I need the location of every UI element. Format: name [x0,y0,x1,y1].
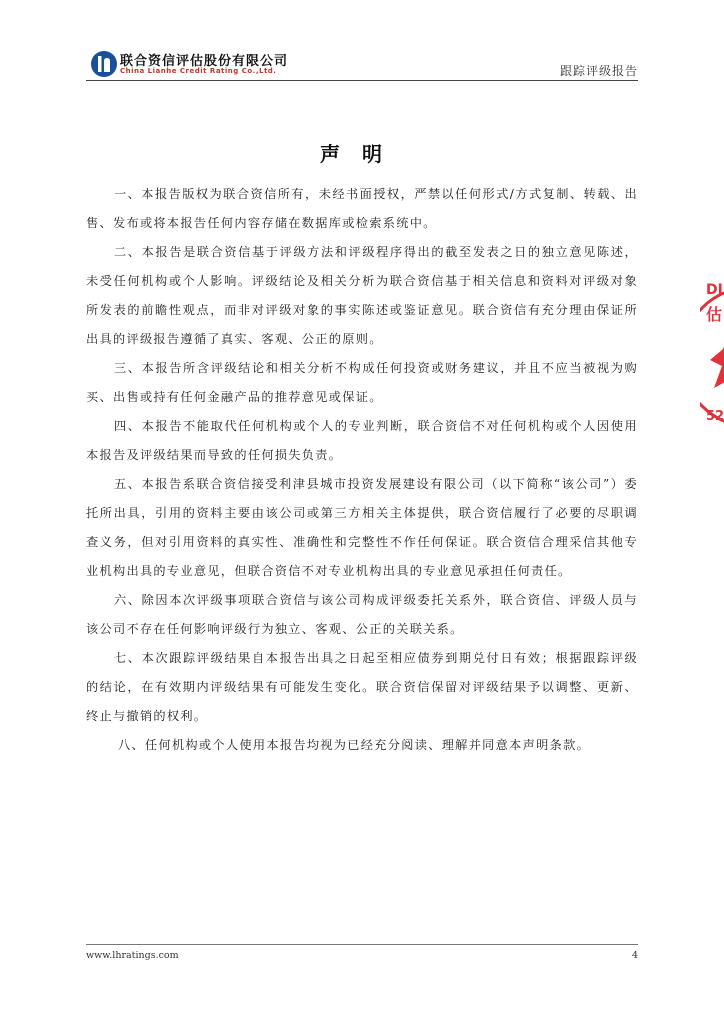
lianhe-logo-icon [90,50,118,78]
declaration-item-1: 一、本报告版权为联合资信所有，未经书面授权，严禁以任何形式/方式复制、转载、出售、发布或将本报告任何内容存储在数据库或检索系统中。 [86,187,638,230]
declaration-body [86,180,638,760]
declaration-item-7: 七、本次跟踪评级结果自本报告出具之日起至相应债券到期兑付日有效；根据跟踪评级的结论，在有效期内评级结果有可能发生变化。联合资信保留对评级结果予以调整、更新、终止与撤销的权利。 [86,651,638,723]
declaration-item-8: 八、任何机构或个人使用本报告均视为已经充分阅读、理解并同意本声明条款。 [118,738,591,752]
declaration-item-4: 四、本报告不能取代任何机构或个人的专业判断，联合资信不对任何机构或个人因使用本报告及评级结果而导致的任何损失负责。 [86,419,638,462]
footer-divider [86,944,638,945]
declaration-item-6: 六、除因本次评级事项联合资信与该公司构成评级委托关系外，联合资信、评级人员与该公司不存在任何影响评级行为独立、客观、公正的关联关系。 [86,593,638,636]
svg-text:DI: DI [706,282,723,298]
company-seal-stamp [700,262,724,452]
declaration-item-2: 二、本报告是联合资信基于评级方法和评级程序得出的截至发表之日的独立意见陈述，未受任何机构或个人影响。评级结论及相关分析为联合资信基于相关信息和资料对评级对象所发表的前瞻性观点，而非对评级对象的事实陈述或鉴证意见。联合资信有充分理由保证所出具的评级报告遵循了真实、客观、公正的原则。 [86,245,638,346]
svg-text:52: 52 [706,409,724,424]
report-type: 跟踪评级报告 [559,64,638,78]
page-title: 声明 [320,142,404,166]
company-name-cn: 联合资信评估股份有限公司 [120,54,289,69]
page-header [86,48,638,80]
company-name-en: China Lianhe Credit Rating Co.,Ltd. [120,67,277,75]
page-number: 4 [631,950,638,961]
footer-website-link[interactable]: www.lhratings.com [86,950,179,961]
declaration-item-3: 三、本报告所含评级结论和相关分析不构成任何投资或财务建议，并且不应当被视为购买、出售或持有任何金融产品的推荐意见或保证。 [86,361,638,404]
header-divider [86,80,638,81]
svg-text:估: 估 [706,305,723,324]
declaration-item-5: 五、本报告系联合资信接受利津县城市投资发展建设有限公司（以下简称“该公司”）委托所出具，引用的资料主要由该公司或第三方相关主体提供，联合资信履行了必要的尽职调查义务，但对引用资料的真实性、准确性和完整性不作任何保证。联合资信合理采信其他专业机构出具的专业意见，但联合资信不对专业机构出具的专业意见承担任何责任。 [86,477,638,578]
